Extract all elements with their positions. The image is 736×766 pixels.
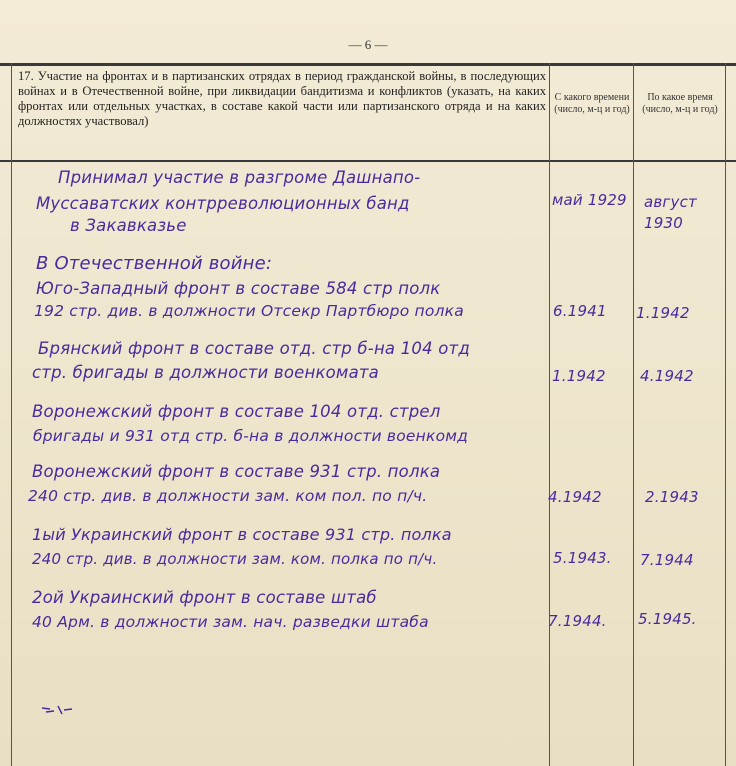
column-header-from: С какого времени (число, м-ц и год) xyxy=(554,92,630,115)
date-from: 1.1942 xyxy=(552,367,606,385)
ink-mark-icon xyxy=(40,700,74,718)
table-top-rule xyxy=(0,63,736,66)
handwritten-line: 40 Арм. в должности зам. нач. разведки штаба xyxy=(32,613,429,631)
handwritten-line: 192 стр. див. в должности Отсекр Партбюро полка xyxy=(34,302,464,320)
handwritten-line: 240 стр. див. в должности зам. ком пол. по п/ч. xyxy=(28,487,428,505)
handwritten-line: 240 стр. див. в должности зам. ком. полка по п/ч. xyxy=(32,550,438,568)
column-divider xyxy=(11,63,12,766)
handwritten-line: 1ый Украинский фронт в составе 931 стр. полка xyxy=(32,525,452,544)
handwritten-line: стр. бригады в должности военкомата xyxy=(32,363,379,382)
handwritten-line: Принимал участие в разгроме Дашнапо- xyxy=(58,168,421,187)
handwritten-line: Воронежский фронт в составе 104 отд. стрел xyxy=(32,402,441,421)
handwritten-line: В Отечественной войне: xyxy=(36,253,273,274)
handwritten-line: Брянский фронт в составе отд. стр б-на 104 отд xyxy=(38,339,470,358)
date-to: 5.1945. xyxy=(638,610,697,628)
date-to: 4.1942 xyxy=(640,367,694,385)
table-header-rule xyxy=(0,160,736,162)
column-divider xyxy=(725,63,726,766)
date-to: 7.1944 xyxy=(640,551,694,569)
handwritten-line: Воронежский фронт в составе 931 стр. полка xyxy=(32,462,441,481)
date-from: 4.1942 xyxy=(548,488,602,506)
section-heading: 17. Участие на фронтах и в партизанских отрядах в период гражданской войны, в последующих войнах и в Отечественной войне, при ликвидации бандитизма и конфликтов (указать, на каких фронтах или отдельных участках, в составе какой части или партизанского отряда и на каких должностях участвовал) xyxy=(18,69,546,128)
date-to: 2.1943 xyxy=(645,488,699,506)
date-from: май 1929 xyxy=(552,191,627,209)
page-number: — 6 — xyxy=(348,37,388,52)
date-to: 1.1942 xyxy=(636,304,690,322)
date-from: 6.1941 xyxy=(553,302,607,320)
column-header-to: По какое время (число, м-ц и год) xyxy=(642,92,718,115)
date-from: 5.1943. xyxy=(553,549,612,567)
handwritten-line: 2ой Украинский фронт в составе штаб xyxy=(32,588,377,607)
date-to: август 1930 xyxy=(644,193,697,232)
handwritten-line: в Закавказье xyxy=(70,216,187,235)
column-divider xyxy=(549,63,550,766)
column-divider xyxy=(633,63,634,766)
handwritten-line: Юго-Западный фронт в составе 584 стр полк xyxy=(36,279,441,298)
handwritten-line: бригады и 931 отд стр. б-на в должности военкомд xyxy=(33,427,469,445)
handwritten-line: Муссаватских контрреволюционных банд xyxy=(36,194,410,213)
date-from: 7.1944. xyxy=(548,612,607,630)
